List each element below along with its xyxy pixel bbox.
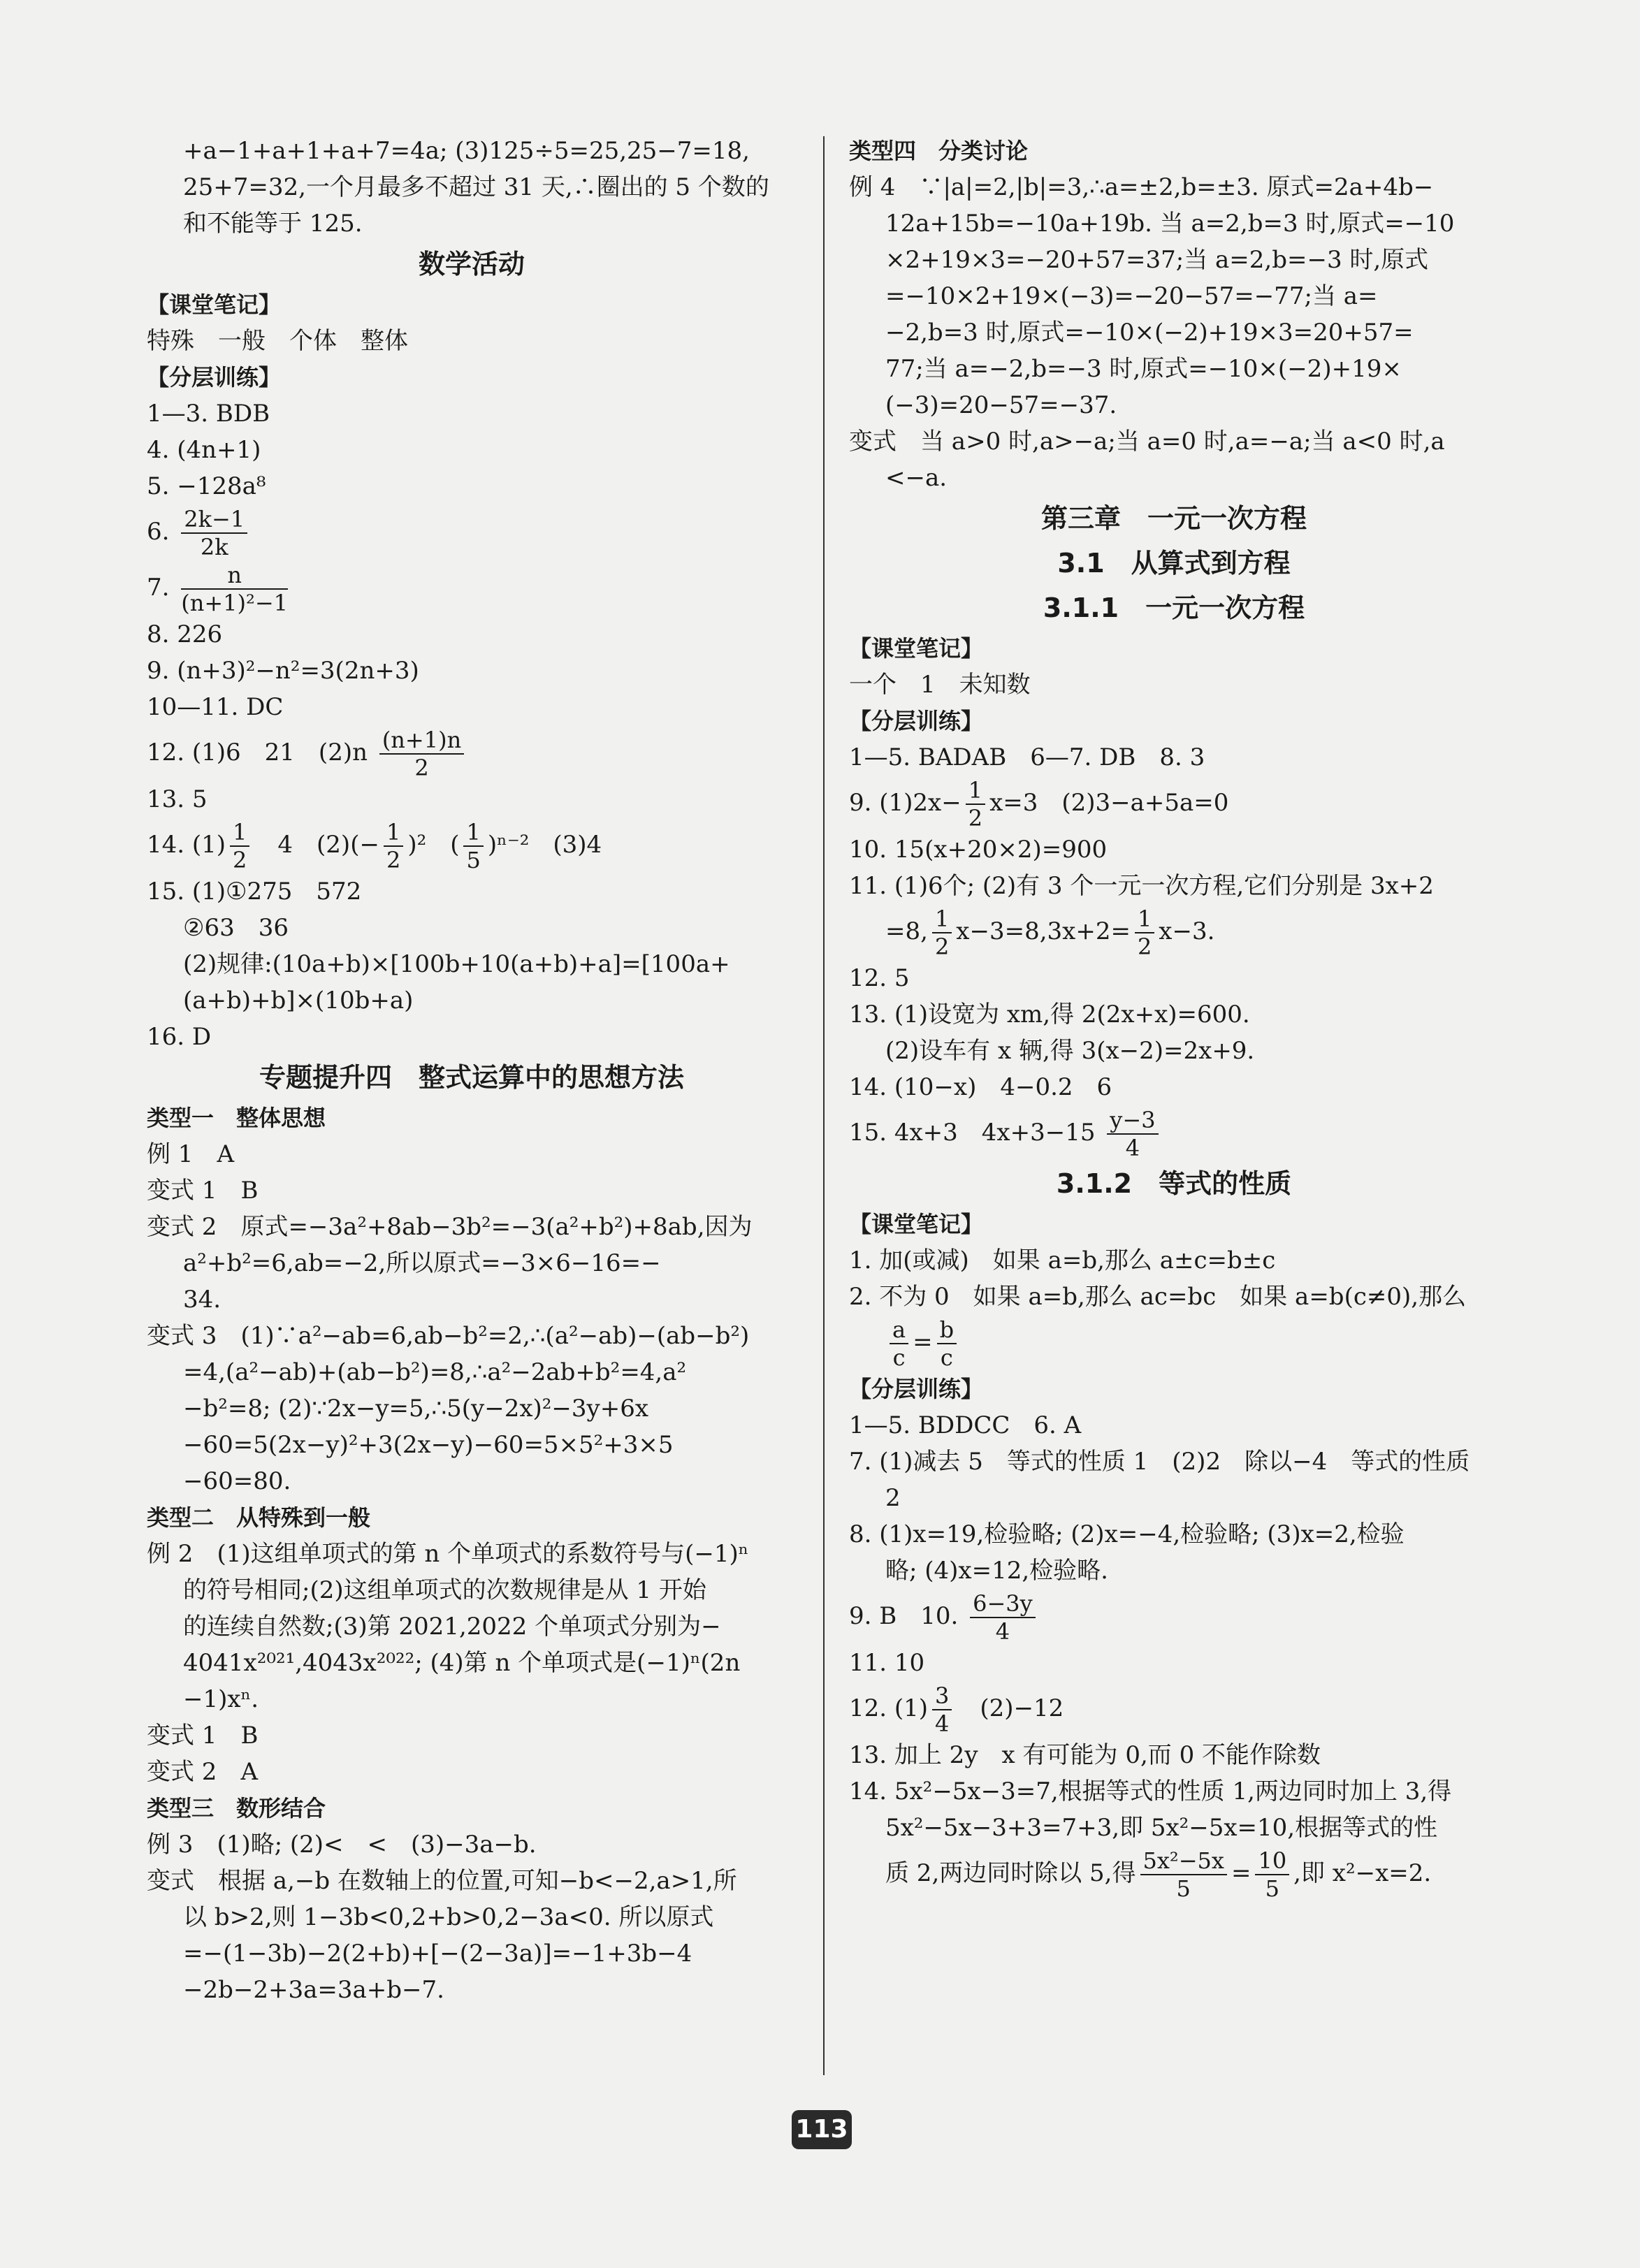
answer-line: 5. −128a⁸ <box>147 472 266 500</box>
answer-line: 1—3. BDB <box>147 400 270 428</box>
answer-line <box>849 1105 1499 1161</box>
example-line: −1)xⁿ. <box>183 1685 259 1713</box>
answer-line: 15. (1)①275 572 <box>147 878 362 906</box>
column-divider <box>823 136 825 2075</box>
answer-line: (a+b)+b]×(10b+a) <box>183 987 414 1015</box>
answer-line: 13. 加上 2y x 有可能为 0,而 0 不能作除数 <box>849 1741 1321 1769</box>
example-line: 12a+15b=−10a+19b. 当 a=2,b=3 时,原式=−10 <box>885 210 1455 238</box>
type-heading: 类型二 从特殊到一般 <box>147 1504 371 1531</box>
variant-line: 变式 1 B <box>147 1177 259 1205</box>
numerator: 1 <box>932 906 952 933</box>
answer-line <box>849 776 1499 831</box>
fraction <box>937 1316 957 1371</box>
denominator: 2 <box>934 933 950 960</box>
answer-line: 1—5. BADAB 6—7. DB 8. 3 <box>849 743 1205 771</box>
answer-line: 9. (n+3)²−n²=3(2n+3) <box>147 657 419 685</box>
type-heading: 类型一 整体思想 <box>147 1105 326 1131</box>
fraction <box>181 562 288 616</box>
answer-text: 质 2,两边同时除以 5,得 <box>885 1859 1136 1887</box>
fraction <box>966 777 985 831</box>
answer-line <box>147 560 797 616</box>
variant-line: −60=80. <box>183 1467 291 1495</box>
variant-line: −60=5(2x−y)²+3(2x−y)−60=5×5²+3×5 <box>183 1431 674 1459</box>
fraction <box>463 819 483 873</box>
example-line: (−3)=20−57=−37. <box>885 391 1117 419</box>
type-heading: 类型四 分类讨论 <box>849 138 1029 164</box>
note-text: 特殊 一般 个体 整体 <box>147 327 408 355</box>
answer-line <box>147 725 797 781</box>
example-line: 例 2 (1)这组单项式的第 n 个单项式的系数符号与(−1)ⁿ <box>147 1540 749 1568</box>
variant-line: 变式 2 A <box>147 1758 258 1786</box>
answer-text: 14. (1) <box>147 831 226 859</box>
answer-line <box>849 904 1499 960</box>
answer-line: 8. (1)x=19,检验略; (2)x=−4,检验略; (3)x=2,检验 <box>849 1520 1405 1548</box>
note-heading: 【课堂笔记】 <box>147 291 282 318</box>
subsection-title: 3.1.2 等式的性质 <box>1056 1168 1292 1199</box>
answer-line: 10—11. DC <box>147 693 284 721</box>
variant-line: 变式 根据 a,−b 在数轴上的位置,可知−b<−2,a>1,所 <box>147 1867 737 1895</box>
variant-line: =4,(a²−ab)+(ab−b²)=8,∴a²−2ab+b²=4,a² <box>183 1358 687 1386</box>
fraction <box>970 1590 1036 1645</box>
right-column <box>849 133 1499 1902</box>
note-heading: 【课堂笔记】 <box>849 635 984 662</box>
left-column <box>147 133 797 2008</box>
answer-line: 13. (1)设宽为 xm,得 2(2x+x)=600. <box>849 1001 1250 1028</box>
example-line: 例 4 ∵|a|=2,|b|=3,∴a=±2,b=±3. 原式=2a+4b− <box>849 173 1434 201</box>
variant-line: 变式 当 a>0 时,a>−a;当 a=0 时,a=−a;当 a<0 时,a <box>849 428 1445 456</box>
numerator: 1 <box>1135 906 1154 933</box>
numerator: 2k−1 <box>181 506 247 534</box>
numerator: 3 <box>932 1682 952 1710</box>
denominator: 4 <box>1125 1135 1140 1161</box>
denominator: 5 <box>1265 1875 1279 1902</box>
answer-text: 4 (2)(− <box>254 831 379 859</box>
answer-line: 8. 226 <box>147 620 223 648</box>
answer-text: ,即 x²−x=2. <box>1293 1859 1432 1887</box>
fraction <box>1107 1107 1158 1161</box>
note-line <box>849 1315 1499 1371</box>
text-line: +a−1+a+1+a+7=4a; (3)125÷5=25,25−7=18, <box>183 137 750 165</box>
answer-line: 11. (1)6个; (2)有 3 个一元一次方程,它们分别是 3x+2 <box>849 872 1434 900</box>
answer-line: (2)规律:(10a+b)×[100b+10(a+b)+a]=[100a+ <box>183 950 730 978</box>
denominator: 2 <box>414 755 429 781</box>
denominator: 4 <box>995 1618 1010 1645</box>
fraction <box>1135 906 1154 960</box>
denominator: c <box>940 1344 953 1371</box>
numerator: a <box>890 1316 908 1344</box>
fraction <box>181 506 247 560</box>
answer-line <box>147 817 797 873</box>
numerator: (n+1)n <box>379 727 464 755</box>
answer-text: 15. 4x+3 4x+3−15 <box>849 1119 1096 1147</box>
denominator: 4 <box>935 1710 950 1737</box>
section-title: 3.1 从算式到方程 <box>1057 548 1291 579</box>
variant-line: −b²=8; (2)∵2x−y=5,∴5(y−2x)²−3y+6x <box>183 1395 649 1423</box>
denominator: 2 <box>233 847 247 873</box>
answer-line: 16. D <box>147 1023 212 1051</box>
numerator: 1 <box>966 777 985 805</box>
answer-text: 12. (1) <box>849 1694 929 1722</box>
note-heading: 【课堂笔记】 <box>849 1211 984 1237</box>
numerator: 1 <box>463 819 483 847</box>
note-line: 1. 加(或减) 如果 a=b,那么 a±c=b±c <box>849 1246 1276 1274</box>
fraction <box>384 819 403 873</box>
answer-line: 10. 15(x+20×2)=900 <box>849 836 1108 864</box>
answer-text: = <box>1231 1859 1251 1887</box>
example-line: −2,b=3 时,原式=−10×(−2)+19×3=20+57= <box>885 319 1414 347</box>
numerator: 10 <box>1255 1847 1289 1875</box>
numerator: 5x²−5x <box>1140 1847 1227 1875</box>
note-text: 一个 1 未知数 <box>849 671 1031 699</box>
answer-line: (2)设车有 x 辆,得 3(x−2)=2x+9. <box>885 1037 1255 1065</box>
answer-text: 9. (1)2x− <box>849 789 961 817</box>
example-line: 例 3 (1)略; (2)< < (3)−3a−b. <box>147 1831 537 1859</box>
variant-line: 以 b>2,则 1−3b<0,2+b>0,2−3a<0. 所以原式 <box>183 1903 714 1931</box>
denominator: 5 <box>466 847 481 873</box>
example-line: 4041x²⁰²¹,4043x²⁰²²; (4)第 n 个单项式是(−1)ⁿ(2n <box>183 1649 741 1677</box>
page-number: 113 <box>792 2110 852 2149</box>
variant-line: 变式 3 (1)∵a²−ab=6,ab−b²=2,∴(a²−ab)−(ab−b²) <box>147 1322 750 1350</box>
fraction <box>932 906 952 960</box>
answer-line: 14. 5x²−5x−3=7,根据等式的性质 1,两边同时加上 3,得 <box>849 1778 1452 1805</box>
numerator: n <box>181 562 288 590</box>
answer-text: (2)−12 <box>956 1694 1064 1722</box>
answer-text: x=3 (2)3−a+5a=0 <box>989 789 1229 817</box>
fraction <box>932 1682 952 1737</box>
denominator: 2 <box>1137 933 1152 960</box>
answer-label: 6. <box>147 518 170 546</box>
answer-line: 1—5. BDDCC 6. A <box>849 1411 1082 1439</box>
section-title-topic: 专题提升四 整式运算中的思想方法 <box>259 1062 684 1093</box>
answer-text: 9. B 10. <box>849 1602 959 1630</box>
chapter-title: 第三章 一元一次方程 <box>1040 503 1307 534</box>
variant-line: =−(1−3b)−2(2+b)+[−(2−3a)]=−1+3b−4 <box>183 1940 692 1968</box>
variant-line: 变式 2 原式=−3a²+8ab−3b²=−3(a²+b²)+8ab,因为 <box>147 1213 753 1241</box>
example-line: ×2+19×3=−20+57=37;当 a=2,b=−3 时,原式 <box>885 246 1429 274</box>
answer-line <box>147 504 797 560</box>
answer-text: 12. (1)6 21 (2)n <box>147 739 368 766</box>
answer-line: 5x²−5x−3+3=7+3,即 5x²−5x=10,根据等式的性 <box>885 1814 1438 1842</box>
numerator: 1 <box>230 819 249 847</box>
fraction <box>890 1316 908 1371</box>
variant-line: −2b−2+3a=3a+b−7. <box>183 1976 444 2004</box>
answer-text: = <box>913 1328 933 1356</box>
answer-text: )ⁿ⁻² (3)4 <box>487 831 602 859</box>
answer-line: ②63 36 <box>183 914 289 942</box>
section-title-activity: 数学活动 <box>418 249 525 279</box>
answer-text: )² ( <box>407 831 460 859</box>
denominator: (n+1)²−1 <box>181 590 289 616</box>
numerator: y−3 <box>1107 1107 1158 1135</box>
variant-line: <−a. <box>885 464 948 492</box>
answer-line: 13. 5 <box>147 785 208 813</box>
denominator: c <box>892 1344 906 1371</box>
text-line: 25+7=32,一个月最多不超过 31 天,∴圈出的 5 个数的 <box>183 173 769 201</box>
subsection-title: 3.1.1 一元一次方程 <box>1043 593 1305 623</box>
training-heading: 【分层训练】 <box>147 364 282 391</box>
fraction <box>379 727 464 781</box>
denominator: 2 <box>386 847 401 873</box>
numerator: b <box>937 1316 957 1344</box>
note-line: 2. 不为 0 如果 a=b,那么 ac=bc 如果 a=b(c≠0),那么 <box>849 1283 1467 1311</box>
denominator: 2k <box>200 534 228 560</box>
example-line: 例 1 A <box>147 1140 234 1168</box>
answer-line: 11. 10 <box>849 1649 925 1677</box>
answer-line: 7. (1)减去 5 等式的性质 1 (2)2 除以−4 等式的性质 <box>849 1448 1470 1476</box>
numerator: 6−3y <box>970 1590 1036 1618</box>
fraction <box>230 819 249 873</box>
answer-text: =8, <box>885 917 928 945</box>
answer-label: 7. <box>147 574 170 602</box>
answer-text: x−3=8,3x+2= <box>956 917 1131 945</box>
example-line: 的符号相同;(2)这组单项式的次数规律是从 1 开始 <box>183 1576 706 1604</box>
example-line: =−10×2+19×(−3)=−20−57=−77;当 a= <box>885 282 1378 310</box>
training-heading: 【分层训练】 <box>849 1376 984 1402</box>
numerator: 1 <box>384 819 403 847</box>
denominator: 2 <box>968 805 983 831</box>
answer-line: 2 <box>885 1484 901 1512</box>
answer-line: 14. (10−x) 4−0.2 6 <box>849 1073 1112 1101</box>
answer-line: 12. 5 <box>849 964 910 992</box>
variant-line: a²+b²=6,ab=−2,所以原式=−3×6−16=− <box>183 1249 661 1277</box>
fraction <box>1140 1847 1227 1902</box>
type-heading: 类型三 数形结合 <box>147 1795 326 1822</box>
example-line: 的连续自然数;(3)第 2021,2022 个单项式分别为− <box>183 1613 721 1641</box>
variant-line: 34. <box>183 1286 222 1314</box>
denominator: 5 <box>1176 1875 1191 1902</box>
example-line: 77;当 a=−2,b=−3 时,原式=−10×(−2)+19× <box>885 355 1402 383</box>
variant-line: 变式 1 B <box>147 1722 259 1750</box>
fraction <box>1255 1847 1289 1902</box>
answer-line <box>849 1846 1499 1902</box>
text-line: 和不能等于 125. <box>183 210 363 238</box>
training-heading: 【分层训练】 <box>849 708 984 734</box>
answer-line <box>849 1589 1499 1645</box>
answer-text: x−3. <box>1159 917 1215 945</box>
answer-line: 4. (4n+1) <box>147 436 261 464</box>
answer-line <box>849 1681 1499 1737</box>
answer-line: 略; (4)x=12,检验略. <box>885 1557 1108 1585</box>
